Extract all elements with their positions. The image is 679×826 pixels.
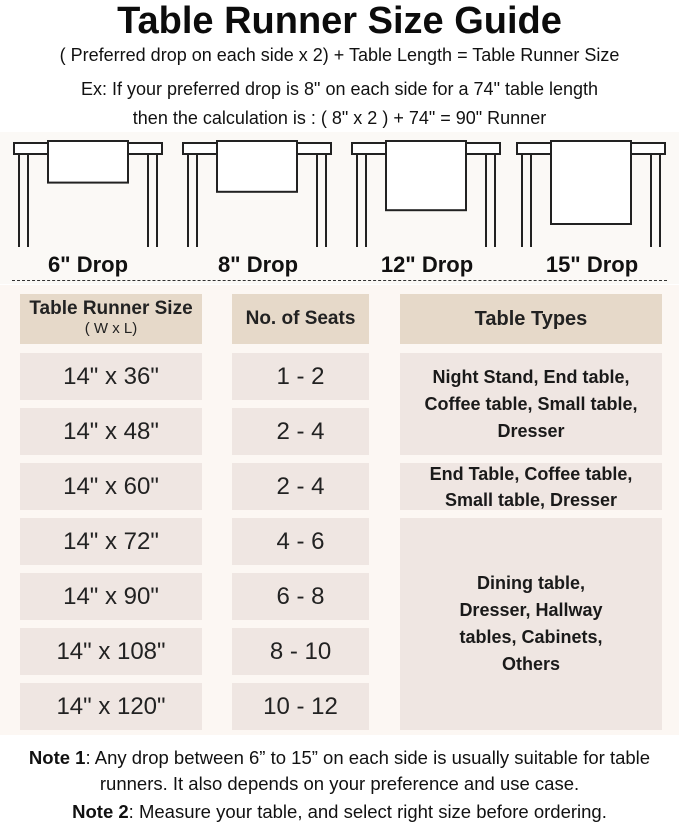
drop-label: 15" Drop <box>545 252 639 277</box>
runner-size-cell: 14" x 36" <box>20 353 202 400</box>
header-size-sub: ( W x L) <box>84 320 138 337</box>
seats-cell: 2 - 4 <box>232 408 369 455</box>
table-runner <box>551 141 631 224</box>
note-1-label: Note 1 <box>28 747 86 768</box>
runner-size-cell: 14" x 108" <box>20 628 202 675</box>
table-types-cell: Dining table, Dresser, Hallway tables, Cabinets, Others <box>400 518 662 730</box>
note-2 <box>0 799 679 825</box>
drop-label: 12" Drop <box>380 252 474 277</box>
note-1-text: : Any drop between 6” to 15” on each side is usually suitable for table runners. It also depends on your preference and use case. <box>85 747 651 794</box>
seats-cell: 4 - 6 <box>232 518 369 565</box>
page-title: Table Runner Size Guide <box>117 0 562 42</box>
table-types-cell: Night Stand, End table, Coffee table, Small table, Dresser <box>400 353 662 455</box>
seats-cell: 10 - 12 <box>232 683 369 730</box>
runner-size-cell: 14" x 60" <box>20 463 202 510</box>
runner-size-cell: 14" x 48" <box>20 408 202 455</box>
table-types-cell: End Table, Coffee table, Small table, Dresser <box>400 463 662 510</box>
seats-cell: 1 - 2 <box>232 353 369 400</box>
note-2-label: Note 2 <box>72 801 129 822</box>
drop-label: 8" Drop <box>217 252 299 277</box>
table-runner <box>386 141 466 210</box>
seats-cell: 6 - 8 <box>232 573 369 620</box>
drop-label: 6" Drop <box>47 252 129 277</box>
dashed-divider <box>12 280 667 281</box>
formula-text: ( Preferred drop on each side x 2) + Table Length = Table Runner Size <box>59 45 620 65</box>
runner-size-cell: 14" x 90" <box>20 573 202 620</box>
table-runner <box>48 141 128 183</box>
header-size <box>20 294 202 344</box>
note-1 <box>0 745 679 797</box>
header-seats: No. of Seats <box>232 294 369 344</box>
table-runner <box>217 141 297 192</box>
runner-size-cell: 14" x 120" <box>20 683 202 730</box>
example-line-2: then the calculation is : ( 8" x 2 ) + 74" = 90" Runner <box>132 108 547 128</box>
header-types: Table Types <box>400 294 662 344</box>
header-size-label: Table Runner Size <box>29 298 193 319</box>
seats-cell: 2 - 4 <box>232 463 369 510</box>
runner-size-cell: 14" x 72" <box>20 518 202 565</box>
note-2-text: : Measure your table, and select right size before ordering. <box>128 801 607 822</box>
example-line-1: Ex: If your preferred drop is 8" on each side for a 74" table length <box>80 79 599 99</box>
seats-cell: 8 - 10 <box>232 628 369 675</box>
